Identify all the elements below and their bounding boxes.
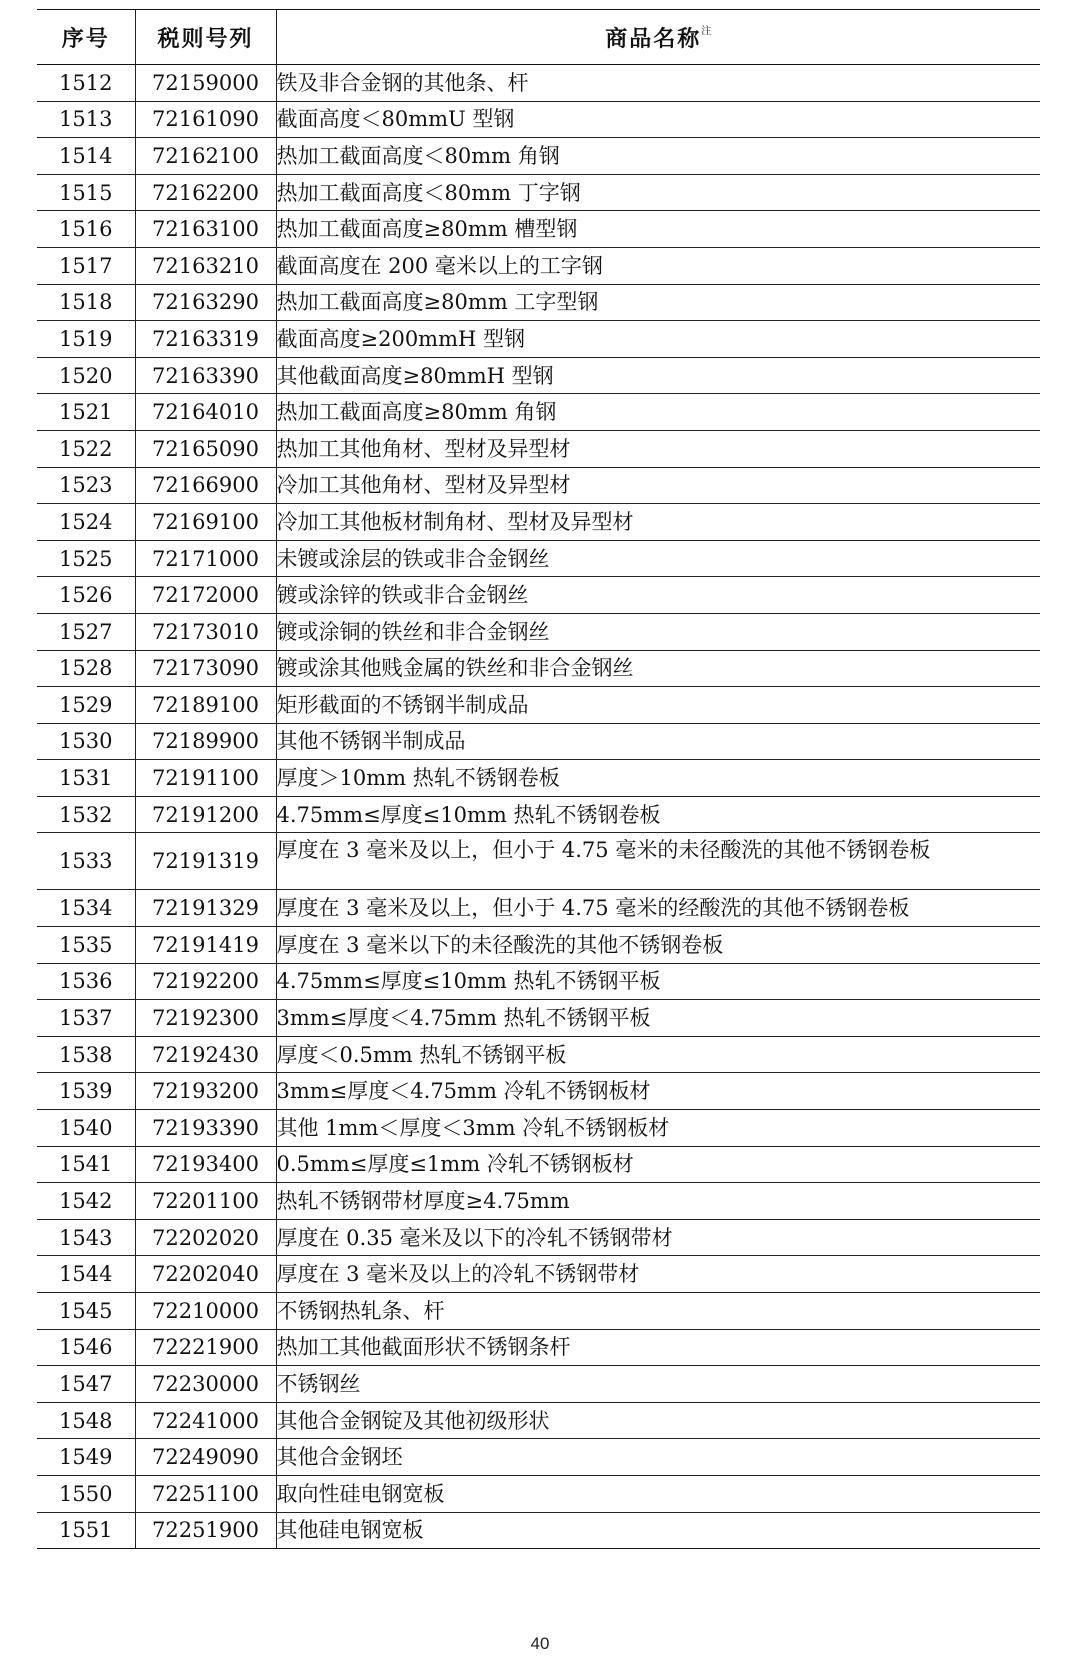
name-cell: 3mm≤厚度＜4.75mm 热轧不锈钢平板 [276,1000,1040,1037]
table-row [37,1146,1040,1183]
seq-cell: 1541 [37,1146,135,1183]
seq-cell: 1545 [37,1293,135,1330]
name-cell: 矩形截面的不锈钢半制成品 [276,687,1040,724]
seq-cell: 1524 [37,504,135,541]
name-cell: 4.75mm≤厚度≤10mm 热轧不锈钢卷板 [276,796,1040,833]
name-cell: 其他硅电钢宽板 [276,1512,1040,1549]
header-name-note: 注 [701,25,712,37]
table-row [37,1110,1040,1147]
table-row [37,1329,1040,1366]
name-cell: 其他合金钢锭及其他初级形状 [276,1402,1040,1439]
table-row [37,1183,1040,1220]
seq-cell: 1512 [37,65,135,102]
seq-cell: 1523 [37,467,135,504]
name-cell: 其他截面高度≥80mmH 型钢 [276,357,1040,394]
header-seq: 序号 [37,10,135,65]
code-cell: 72202020 [135,1219,276,1256]
table-row [37,1439,1040,1476]
seq-cell: 1513 [37,101,135,138]
code-cell: 72192300 [135,1000,276,1037]
name-cell: 截面高度≥200mmH 型钢 [276,321,1040,358]
name-cell: 热加工截面高度≥80mm 角钢 [276,394,1040,431]
name-cell: 厚度＜0.5mm 热轧不锈钢平板 [276,1036,1040,1073]
code-cell: 72191319 [135,833,276,890]
seq-cell: 1525 [37,540,135,577]
seq-cell: 1534 [37,890,135,927]
table-row [37,394,1040,431]
seq-cell: 1542 [37,1183,135,1220]
seq-cell: 1522 [37,430,135,467]
name-cell: 厚度在 3 毫米及以上，但小于 4.75 毫米的未径酸洗的其他不锈钢卷板 [276,833,1040,890]
code-cell: 72163290 [135,284,276,321]
name-cell: 不锈钢丝 [276,1366,1040,1403]
seq-cell: 1521 [37,394,135,431]
table-row [37,687,1040,724]
name-cell: 热加工截面高度＜80mm 角钢 [276,138,1040,175]
table-row [37,247,1040,284]
code-cell: 72191419 [135,927,276,964]
name-cell: 取向性硅电钢宽板 [276,1475,1040,1512]
table-row [37,1293,1040,1330]
code-cell: 72192430 [135,1036,276,1073]
code-cell: 72193400 [135,1146,276,1183]
table-row [37,1475,1040,1512]
code-cell: 72163390 [135,357,276,394]
table-row [37,1036,1040,1073]
code-cell: 72189900 [135,723,276,760]
name-cell: 厚度在 3 毫米及以上的冷轧不锈钢带材 [276,1256,1040,1293]
table-row [37,577,1040,614]
code-cell: 72189100 [135,687,276,724]
name-cell: 未镀或涂层的铁或非合金钢丝 [276,540,1040,577]
page-number: 40 [530,1634,550,1653]
table-row [37,890,1040,927]
code-cell: 72191100 [135,760,276,797]
table-row [37,1256,1040,1293]
table-row [37,796,1040,833]
seq-cell: 1538 [37,1036,135,1073]
table-row [37,321,1040,358]
tariff-table [37,9,1040,1549]
code-cell: 72210000 [135,1293,276,1330]
header-name-label: 商品名称 [605,26,702,52]
code-cell: 72221900 [135,1329,276,1366]
code-cell: 72161090 [135,101,276,138]
code-cell: 72202040 [135,1256,276,1293]
seq-cell: 1531 [37,760,135,797]
table-row [37,1402,1040,1439]
table-row [37,1219,1040,1256]
seq-cell: 1519 [37,321,135,358]
table-row [37,1512,1040,1549]
seq-cell: 1535 [37,927,135,964]
name-cell: 镀或涂其他贱金属的铁丝和非合金钢丝 [276,650,1040,687]
seq-cell: 1517 [37,247,135,284]
table-row [37,723,1040,760]
seq-cell: 1546 [37,1329,135,1366]
table-body [37,65,1040,1549]
seq-cell: 1540 [37,1110,135,1147]
seq-cell: 1549 [37,1439,135,1476]
name-cell: 热加工其他角材、型材及异型材 [276,430,1040,467]
seq-cell: 1543 [37,1219,135,1256]
name-cell: 镀或涂铜的铁丝和非合金钢丝 [276,613,1040,650]
table-row [37,101,1040,138]
name-cell: 热加工其他截面形状不锈钢条杆 [276,1329,1040,1366]
table-row [37,357,1040,394]
code-cell: 72191329 [135,890,276,927]
table-row [37,504,1040,541]
code-cell: 72251900 [135,1512,276,1549]
name-cell: 4.75mm≤厚度≤10mm 热轧不锈钢平板 [276,963,1040,1000]
seq-cell: 1514 [37,138,135,175]
code-cell: 72193200 [135,1073,276,1110]
seq-cell: 1551 [37,1512,135,1549]
table-row [37,650,1040,687]
name-cell: 厚度在 0.35 毫米及以下的冷轧不锈钢带材 [276,1219,1040,1256]
seq-cell: 1520 [37,357,135,394]
code-cell: 72169100 [135,504,276,541]
table-row [37,1073,1040,1110]
code-cell: 72249090 [135,1439,276,1476]
code-cell: 72163100 [135,211,276,248]
table-row [37,963,1040,1000]
code-cell: 72166900 [135,467,276,504]
seq-cell: 1536 [37,963,135,1000]
table-row [37,174,1040,211]
header-name [276,10,1040,65]
code-cell: 72193390 [135,1110,276,1147]
seq-cell: 1515 [37,174,135,211]
table-row [37,760,1040,797]
code-cell: 72191200 [135,796,276,833]
seq-cell: 1544 [37,1256,135,1293]
name-cell: 热加工截面高度＜80mm 丁字钢 [276,174,1040,211]
code-cell: 72159000 [135,65,276,102]
seq-cell: 1547 [37,1366,135,1403]
code-cell: 72163210 [135,247,276,284]
code-cell: 72201100 [135,1183,276,1220]
name-cell: 冷加工其他板材制角材、型材及异型材 [276,504,1040,541]
header-row [37,10,1040,65]
code-cell: 72241000 [135,1402,276,1439]
name-cell: 热加工截面高度≥80mm 槽型钢 [276,211,1040,248]
seq-cell: 1550 [37,1475,135,1512]
seq-cell: 1537 [37,1000,135,1037]
name-cell: 厚度在 3 毫米以下的未径酸洗的其他不锈钢卷板 [276,927,1040,964]
code-cell: 72162200 [135,174,276,211]
seq-cell: 1532 [37,796,135,833]
code-cell: 72173090 [135,650,276,687]
table-header [37,10,1040,65]
name-cell: 铁及非合金钢的其他条、杆 [276,65,1040,102]
seq-cell: 1518 [37,284,135,321]
seq-cell: 1526 [37,577,135,614]
table-row [37,138,1040,175]
name-cell: 截面高度在 200 毫米以上的工字钢 [276,247,1040,284]
seq-cell: 1533 [37,833,135,890]
seq-cell: 1528 [37,650,135,687]
table-row [37,284,1040,321]
seq-cell: 1529 [37,687,135,724]
name-cell: 其他不锈钢半制成品 [276,723,1040,760]
name-cell: 其他 1mm＜厚度＜3mm 冷轧不锈钢板材 [276,1110,1040,1147]
code-cell: 72251100 [135,1475,276,1512]
table-row [37,1366,1040,1403]
code-cell: 72192200 [135,963,276,1000]
table-row [37,430,1040,467]
header-code: 税则号列 [135,10,276,65]
seq-cell: 1516 [37,211,135,248]
seq-cell: 1527 [37,613,135,650]
table-row [37,1000,1040,1037]
code-cell: 72171000 [135,540,276,577]
table-row [37,467,1040,504]
code-cell: 72163319 [135,321,276,358]
name-cell: 热加工截面高度≥80mm 工字型钢 [276,284,1040,321]
name-cell: 3mm≤厚度＜4.75mm 冷轧不锈钢板材 [276,1073,1040,1110]
code-cell: 72162100 [135,138,276,175]
code-cell: 72230000 [135,1366,276,1403]
seq-cell: 1530 [37,723,135,760]
table-row [37,613,1040,650]
name-cell: 截面高度＜80mmU 型钢 [276,101,1040,138]
table-row [37,211,1040,248]
name-cell: 其他合金钢坯 [276,1439,1040,1476]
code-cell: 72173010 [135,613,276,650]
table-row [37,65,1040,102]
name-cell: 厚度＞10mm 热轧不锈钢卷板 [276,760,1040,797]
name-cell: 不锈钢热轧条、杆 [276,1293,1040,1330]
seq-cell: 1539 [37,1073,135,1110]
code-cell: 72164010 [135,394,276,431]
name-cell: 冷加工其他角材、型材及异型材 [276,467,1040,504]
seq-cell: 1548 [37,1402,135,1439]
name-cell: 0.5mm≤厚度≤1mm 冷轧不锈钢板材 [276,1146,1040,1183]
name-cell: 厚度在 3 毫米及以上，但小于 4.75 毫米的经酸洗的其他不锈钢卷板 [276,890,1040,927]
table-row [37,927,1040,964]
table-row [37,540,1040,577]
code-cell: 72172000 [135,577,276,614]
name-cell: 镀或涂锌的铁或非合金钢丝 [276,577,1040,614]
name-cell: 热轧不锈钢带材厚度≥4.75mm [276,1183,1040,1220]
code-cell: 72165090 [135,430,276,467]
table-row [37,833,1040,890]
